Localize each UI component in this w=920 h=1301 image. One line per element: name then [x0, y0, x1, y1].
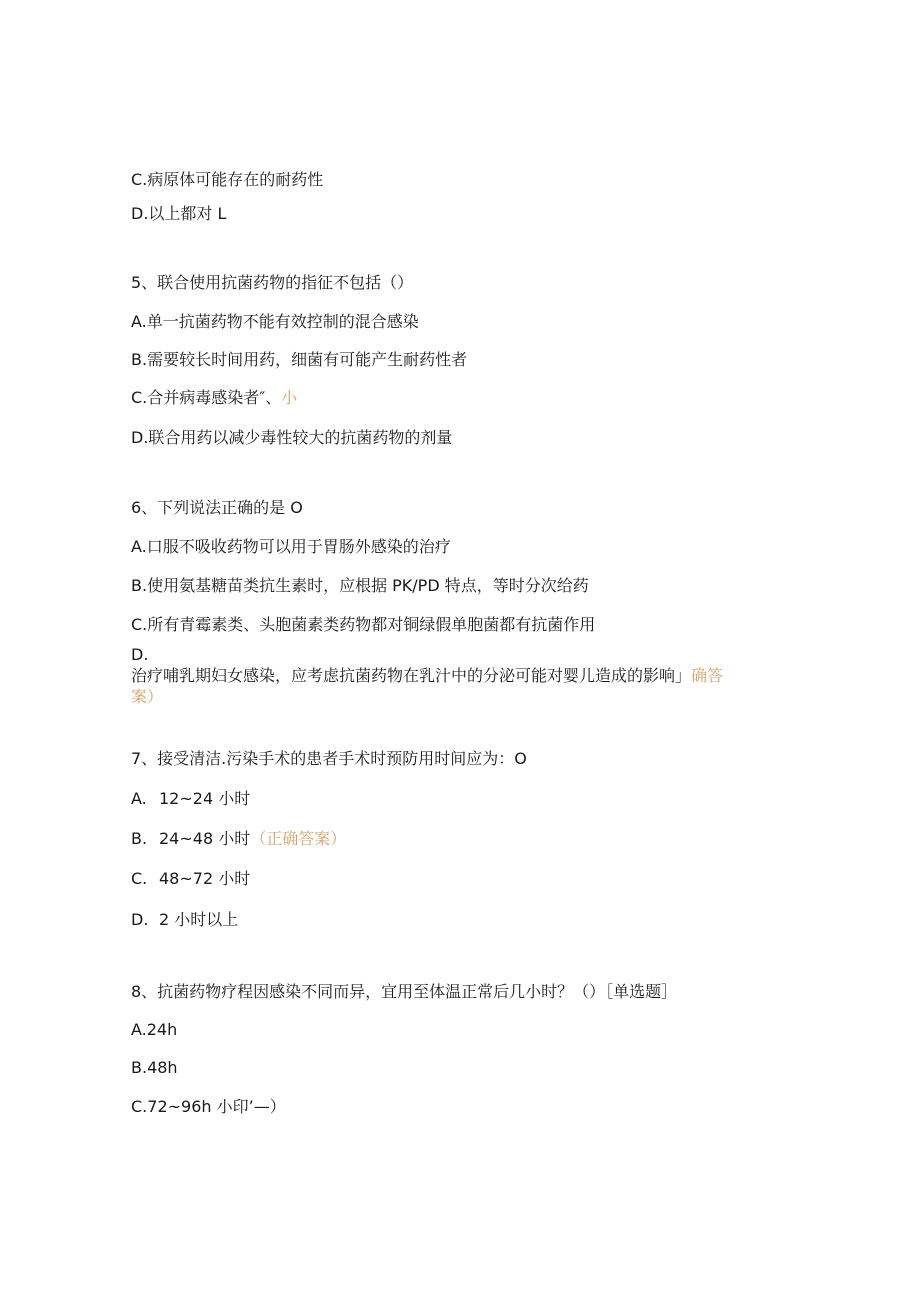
- q7-option-c-text: 48~72 小时: [159, 869, 251, 888]
- q7-question: 7、接受清洁.污染手术的患者手术时预防用时间应为：O: [131, 749, 527, 768]
- q7-option-d-text: 2 小时以上: [159, 910, 239, 929]
- q6-question: 6、下列说法正确的是 O: [131, 498, 303, 517]
- q5-option-b: B.需要较长时间用药，细菌有可能产生耐药性者: [131, 350, 468, 369]
- q5-question: 5、联合使用抗菌药物的指征不包括（）: [131, 273, 414, 292]
- q6-option-d-mark1: 确答: [691, 666, 724, 685]
- q8-question: 8、抗菌药物疗程因感染不同而异，宜用至体温正常后几小时？（）［单选题］: [131, 982, 678, 1001]
- q6-option-b: B.使用氨基糖苗类抗生素时，应根据 PK/PD 特点，等时分次给药: [131, 576, 589, 595]
- q6-option-d-letter: D.: [131, 645, 149, 664]
- q5-option-a: A.单一抗菌药物不能有效控制的混合感染: [131, 312, 419, 331]
- q6-option-a: A.口服不吸收药物可以用于胃肠外感染的治疗: [131, 537, 451, 556]
- q7-option-c: [131, 868, 250, 890]
- q5-option-d: D.联合用药以减少毒性较大的抗菌药物的剂量: [131, 428, 453, 447]
- q8-option-c: C.72~96h 小印’—）: [131, 1097, 286, 1116]
- q8-option-a: A.24h: [131, 1020, 178, 1039]
- q7-option-a-letter: A.: [131, 789, 147, 808]
- q6-option-d-text: 治疗哺乳期妇女感染，应考虑抗菌药物在乳汁中的分泌可能对婴儿造成的影响」: [131, 666, 692, 685]
- q6-option-c: C.所有青霉素类、头胞菌素类药物都对铜绿假单胞菌都有抗菌作用: [131, 615, 596, 634]
- q7-option-c-letter: C.: [131, 869, 148, 888]
- q8-option-b: B.48h: [131, 1058, 178, 1077]
- q5-option-c-mark: 小: [281, 388, 298, 407]
- q6-option-d: [131, 665, 723, 687]
- q7-option-b-text: 24~48 小时: [159, 829, 251, 848]
- q5-option-c-text: C.合并病毒感染者″、: [131, 388, 282, 407]
- q7-option-d-letter: D.: [131, 910, 149, 929]
- q4-option-c: C.病原体可能存在的耐药性: [131, 170, 324, 189]
- q7-option-a-text: 12~24 小时: [159, 789, 251, 808]
- q7-option-b: [131, 828, 346, 850]
- q5-option-c: [131, 387, 297, 409]
- q7-option-b-mark: （正确答案）: [250, 829, 347, 848]
- q7-option-a: [131, 788, 250, 810]
- q4-option-d: D.以上都对 L: [131, 204, 227, 223]
- q6-option-d-mark2: 案）: [131, 687, 164, 706]
- q7-option-b-letter: B.: [131, 829, 148, 848]
- q7-option-d: [131, 909, 238, 931]
